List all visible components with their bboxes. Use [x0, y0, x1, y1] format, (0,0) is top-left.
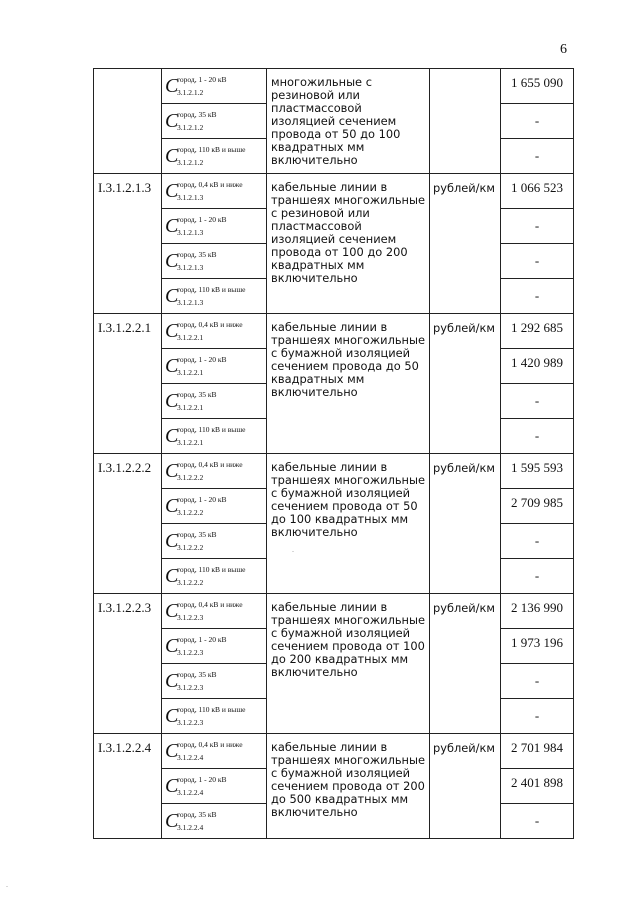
symbol-subscript: 3.1.2.2.3 [177, 718, 204, 727]
symbol-subscript: 3.1.2.2.1 [177, 333, 204, 342]
unit-of-measure: рублей/км [430, 734, 501, 839]
rate-value: - [501, 279, 574, 314]
unit-of-measure: рублей/км [430, 594, 501, 734]
rate-symbol [162, 279, 267, 314]
table-row [94, 314, 574, 349]
table-row [94, 174, 574, 209]
symbol-letter: C [165, 110, 179, 132]
rate-value: - [501, 524, 574, 559]
symbol-superscript: город, 1 - 20 кВ [177, 355, 227, 364]
symbol-superscript: город, 110 кВ и выше [177, 565, 246, 574]
symbol-subscript: 3.1.2.2.3 [177, 648, 204, 657]
symbol-subscript: 3.1.2.1.3 [177, 298, 204, 307]
rate-value: - [501, 104, 574, 139]
symbol-letter: C [165, 530, 179, 552]
symbol-subscript: 3.1.2.2.4 [177, 753, 204, 762]
symbol-superscript: город, 1 - 20 кВ [177, 215, 227, 224]
symbol-superscript: город, 0,4 кВ и ниже [177, 460, 243, 469]
rate-symbol [162, 524, 267, 559]
rate-symbol [162, 559, 267, 594]
item-code: I.3.1.2.2.1 [94, 314, 162, 454]
item-code: I.3.1.2.2.2 [94, 454, 162, 594]
rate-symbol [162, 209, 267, 244]
table-row [94, 734, 574, 769]
rate-value: - [501, 139, 574, 174]
rate-symbol [162, 69, 267, 104]
item-description: кабельные линии в траншеях многожильные с бумажной изоляцией сечением провода от 50 до 100 квадратных мм включительно [267, 454, 430, 594]
symbol-subscript: 3.1.2.1.2 [177, 123, 204, 132]
rate-symbol [162, 489, 267, 524]
rate-symbol [162, 699, 267, 734]
symbol-letter: C [165, 670, 179, 692]
item-description: многожильные с резиновой или пластмассовой изоляцией сечением провода от 50 до 100 квадратных мм включительно [267, 69, 430, 174]
symbol-superscript: город, 0,4 кВ и ниже [177, 740, 243, 749]
rate-value: - [501, 419, 574, 454]
item-code: I.3.1.2.2.4 [94, 734, 162, 839]
table-row [94, 69, 574, 104]
symbol-subscript: 3.1.2.2.4 [177, 788, 204, 797]
unit-of-measure: рублей/км [430, 454, 501, 594]
rate-symbol [162, 139, 267, 174]
symbol-subscript: 3.1.2.2.3 [177, 613, 204, 622]
symbol-subscript: 3.1.2.2.2 [177, 508, 204, 517]
symbol-letter: C [165, 180, 179, 202]
symbol-superscript: город, 110 кВ и выше [177, 285, 246, 294]
symbol-subscript: 3.1.2.2.2 [177, 473, 204, 482]
symbol-subscript: 3.1.2.1.2 [177, 158, 204, 167]
rate-symbol [162, 804, 267, 839]
symbol-superscript: город, 35 кВ [177, 810, 217, 819]
symbol-subscript: 3.1.2.2.2 [177, 543, 204, 552]
symbol-letter: C [165, 775, 179, 797]
symbol-superscript: город, 35 кВ [177, 670, 217, 679]
rate-symbol [162, 104, 267, 139]
symbol-letter: C [165, 600, 179, 622]
rate-symbol [162, 349, 267, 384]
symbol-subscript: 3.1.2.1.3 [177, 228, 204, 237]
rate-value: 2 401 898 [501, 769, 574, 804]
rate-value: - [501, 384, 574, 419]
item-description: кабельные линии в траншеях многожильные с бумажной изоляцией сечением провода до 50 квадратных мм включительно [267, 314, 430, 454]
symbol-letter: C [165, 740, 179, 762]
item-description: кабельные линии в траншеях многожильные с резиновой или пластмассовой изоляцией сечением провода от 100 до 200 квадратных мм включительно [267, 174, 430, 314]
tariff-table-body [94, 69, 574, 839]
rate-symbol [162, 174, 267, 209]
symbol-subscript: 3.1.2.2.1 [177, 368, 204, 377]
rate-symbol [162, 314, 267, 349]
page-number: 6 [560, 42, 567, 57]
symbol-superscript: город, 35 кВ [177, 110, 217, 119]
rate-value: 1 292 685 [501, 314, 574, 349]
symbol-letter: C [165, 495, 179, 517]
rate-symbol [162, 629, 267, 664]
rate-value: 1 420 989 [501, 349, 574, 384]
symbol-superscript: город, 0,4 кВ и ниже [177, 180, 243, 189]
rate-value: - [501, 244, 574, 279]
symbol-letter: C [165, 460, 179, 482]
symbol-letter: C [165, 250, 179, 272]
unit-of-measure: рублей/км [430, 174, 501, 314]
symbol-letter: C [165, 145, 179, 167]
item-code: I.3.1.2.1.3 [94, 174, 162, 314]
symbol-letter: C [165, 285, 179, 307]
rate-value: 1 973 196 [501, 629, 574, 664]
symbol-letter: C [165, 320, 179, 342]
rate-value: - [501, 664, 574, 699]
symbol-letter: C [165, 565, 179, 587]
item-code: I.3.1.2.2.3 [94, 594, 162, 734]
rate-symbol [162, 454, 267, 489]
rate-value: - [501, 804, 574, 839]
symbol-subscript: 3.1.2.2.2 [177, 578, 204, 587]
rate-value: 2 701 984 [501, 734, 574, 769]
symbol-letter: C [165, 215, 179, 237]
symbol-superscript: город, 110 кВ и выше [177, 705, 246, 714]
table-row [94, 594, 574, 629]
rate-value: 2 709 985 [501, 489, 574, 524]
symbol-subscript: 3.1.2.1.3 [177, 263, 204, 272]
symbol-letter: C [165, 355, 179, 377]
rate-symbol [162, 734, 267, 769]
rate-symbol [162, 419, 267, 454]
rate-symbol [162, 244, 267, 279]
item-description: кабельные линии в траншеях многожильные с бумажной изоляцией сечением провода от 100 до 200 квадратных мм включительно [267, 594, 430, 734]
symbol-letter: C [165, 390, 179, 412]
symbol-subscript: 3.1.2.2.1 [177, 403, 204, 412]
rate-symbol [162, 384, 267, 419]
symbol-subscript: 3.1.2.1.2 [177, 88, 204, 97]
symbol-superscript: город, 110 кВ и выше [177, 145, 246, 154]
symbol-letter: C [165, 635, 179, 657]
symbol-superscript: город, 0,4 кВ и ниже [177, 320, 243, 329]
tariff-table [93, 68, 574, 839]
symbol-superscript: город, 35 кВ [177, 530, 217, 539]
symbol-superscript: город, 1 - 20 кВ [177, 75, 227, 84]
symbol-superscript: город, 35 кВ [177, 390, 217, 399]
rate-symbol [162, 769, 267, 804]
rate-value: 1 595 593 [501, 454, 574, 489]
unit-of-measure: рублей/км [430, 314, 501, 454]
symbol-letter: C [165, 705, 179, 727]
symbol-superscript: город, 0,4 кВ и ниже [177, 600, 243, 609]
symbol-letter: C [165, 75, 179, 97]
rate-value: - [501, 559, 574, 594]
scan-speck: . [292, 545, 294, 554]
symbol-superscript: город, 35 кВ [177, 250, 217, 259]
item-code [94, 69, 162, 174]
rate-symbol [162, 664, 267, 699]
symbol-subscript: 3.1.2.2.1 [177, 438, 204, 447]
rate-value: 1 655 090 [501, 69, 574, 104]
symbol-superscript: город, 110 кВ и выше [177, 425, 246, 434]
symbol-letter: C [165, 810, 179, 832]
rate-value: 2 136 990 [501, 594, 574, 629]
symbol-superscript: город, 1 - 20 кВ [177, 775, 227, 784]
rate-symbol [162, 594, 267, 629]
symbol-superscript: город, 1 - 20 кВ [177, 495, 227, 504]
table-row [94, 454, 574, 489]
symbol-letter: C [165, 425, 179, 447]
symbol-subscript: 3.1.2.2.3 [177, 683, 204, 692]
symbol-superscript: город, 1 - 20 кВ [177, 635, 227, 644]
rate-value: - [501, 699, 574, 734]
rate-value: - [501, 209, 574, 244]
rate-value: 1 066 523 [501, 174, 574, 209]
item-description: кабельные линии в траншеях многожильные с бумажной изоляцией сечением провода от 200 до 500 квадратных мм включительно [267, 734, 430, 839]
scan-speck: . [6, 880, 8, 889]
unit-of-measure [430, 69, 501, 174]
symbol-subscript: 3.1.2.2.4 [177, 823, 204, 832]
symbol-subscript: 3.1.2.1.3 [177, 193, 204, 202]
